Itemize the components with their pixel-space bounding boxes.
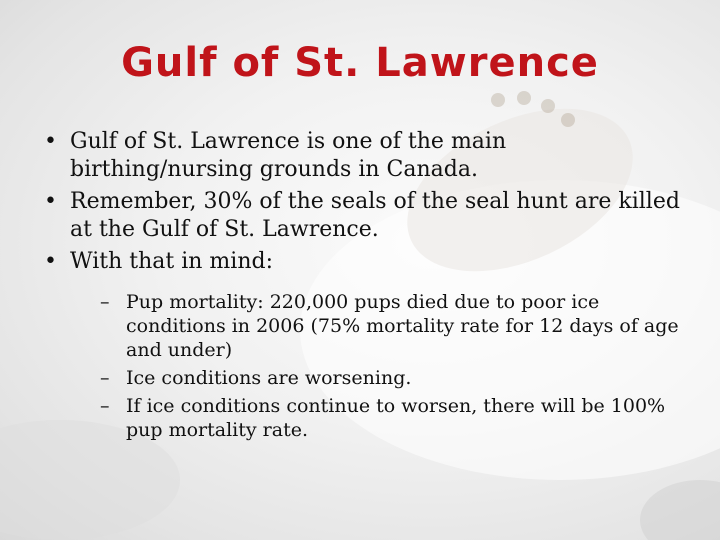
bullet-item [44,128,684,184]
dash-icon: – [100,395,110,417]
bullet-text: Remember, 30% of the seals of the seal hunt are killed at the Gulf of St. Lawrence. [70,189,680,242]
bullet-text: Gulf of St. Lawrence is one of the main birthing/nursing grounds in Canada. [70,129,507,182]
sub-bullet-text: If ice conditions continue to worsen, there will be 100% pup mortality rate. [126,395,666,441]
bullet-icon: • [44,189,57,214]
bullet-list [44,128,684,276]
bullet-item [44,188,684,244]
dash-icon: – [100,291,110,313]
sub-bullet-item [100,394,684,442]
sub-bullet-item [100,366,684,390]
sub-bullet-item [100,290,684,362]
bullet-item [44,248,684,276]
bullet-icon: • [44,249,57,274]
sub-bullet-text: Ice conditions are worsening. [126,367,412,389]
slide-title: Gulf of St. Lawrence [121,40,599,86]
sub-bullet-text: Pup mortality: 220,000 pups died due to poor ice conditions in 2006 (75% mortality rate for 12 days of age and under) [126,291,679,361]
bullet-icon: • [44,129,57,154]
sub-bullet-list [100,290,684,442]
bullet-text: With that in mind: [70,249,273,274]
slide-content [44,128,684,446]
dash-icon: – [100,367,110,389]
